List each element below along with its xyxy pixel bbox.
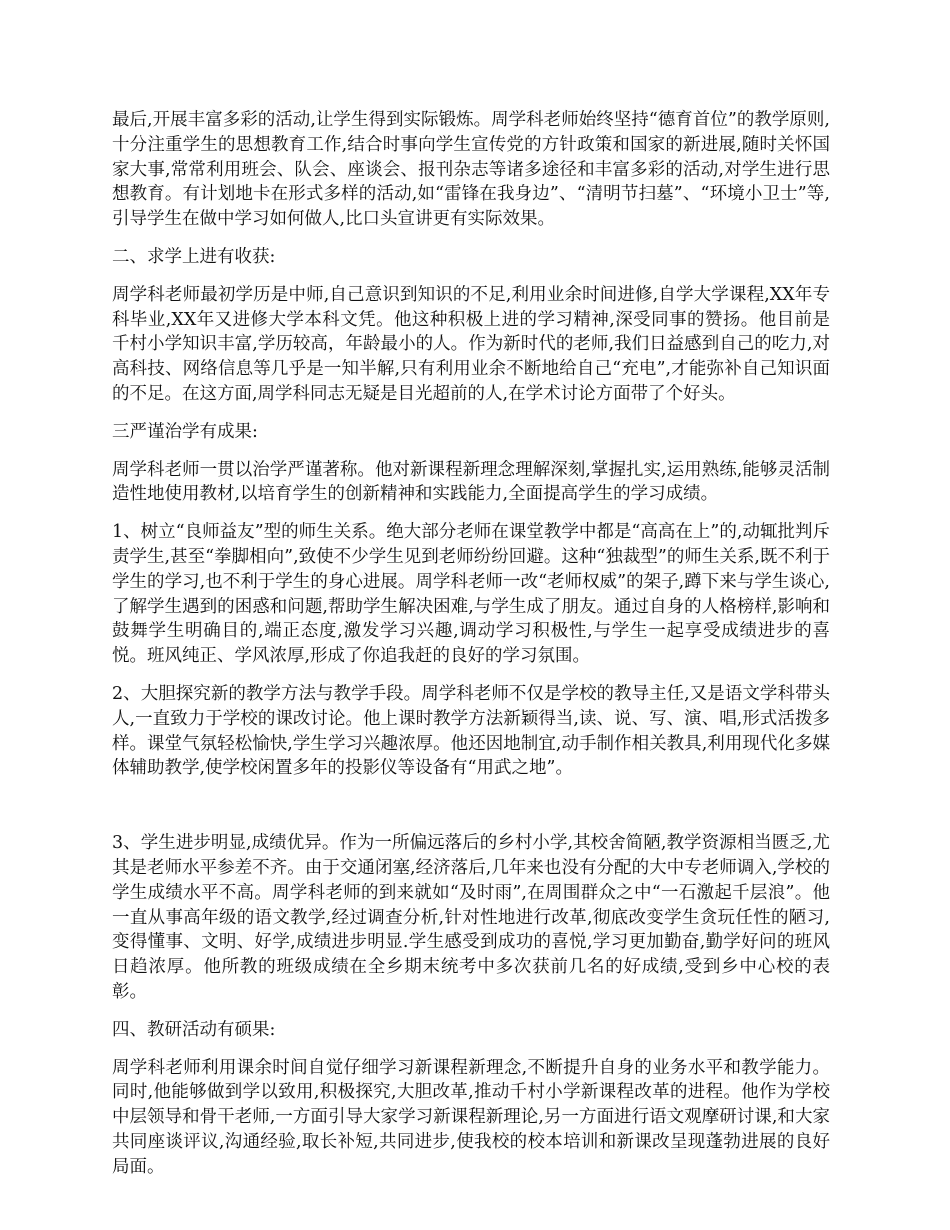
paragraph-moral-education: 最后,开展丰富多彩的活动,让学生得到实际锻炼。周学科老师始终坚持“德育首位”的教学原则,十分注重学生的思想教育工作,结合时事向学生宣传党的方针政策和国家的新进展,随时关怀国家大事,常常利用班会、队会、座谈会、报刊杂志等诸多途径和丰富多彩的活动,对学生进行思想教育。有计划地卡在形式多样的活动,如“雷锋在我身边”、“清明节扫墓”、“环境小卫士”等,引导学生在做中学习如何做人,比口头宣讲更有实际效果。 (112, 110, 830, 230)
section-heading-research: 四、教研活动有硕果: (112, 1019, 276, 1040)
section-heading-rigorous: 三严谨治学有成果: (112, 421, 258, 442)
blank-gap (112, 794, 830, 831)
paragraph-study-progress: 周学科老师最初学历是中师,自己意识到知识的不足,利用业余时间进修,自学大学课程,XX年专科毕业,XX年又进修大学本科文凭。他这种积极上进的学习精神,深受同事的赞扬。他目前是千村小学知识丰富,学历较高，年龄最小的人。作为新时代的老师,我们日益感到自己的吃力,对高科技、网络信息等几乎是一知半解,只有利用业余不断地给自己“充电”,才能弥补自己知识面的不足。在这方面,周学科同志无疑是目光超前的人,在学术讨论方面带了个好头。 (112, 284, 830, 404)
paragraph-rigorous-teaching: 周学科老师一贯以治学严谨著称。他对新课程新理念理解深刻,掌握扎实,运用熟练,能够灵活制造性地使用教材,以培育学生的创新精神和实践能力,全面提高学生的学习成绩。 (112, 459, 830, 505)
paragraph-student-progress: 3、学生进步明显,成绩优异。作为一所偏远落后的乡村小学,其校舍简陋,教学资源相当匮乏,尤其是老师水平参差不齐。由于交通闭塞,经济落后,几年来也没有分配的大中专老师调入,学校的学生成绩水平不高。周学科老师的到来就如“及时雨”,在周围群众之中“一石激起千层浪”。他一直从事高年级的语文教学,经过调查分析,针对性地进行改革,彻底改变学生贪玩任性的陋习,变得懂事、文明、好学,成绩进步明显.学生感受到成功的喜悦,学习更加勤奋,勤学好问的班风日趋浓厚。他所教的班级成绩在全乡期末统考中多次获前几名的好成绩,受到乡中心校的表彰。 (112, 833, 830, 1002)
paragraph-research-activities: 周学科老师利用课余时间自觉仔细学习新课程新理念,不断提升自身的业务水平和教学能力。同时,他能够做到学以致用,积极探究,大胆改革,推动千村小学新课程改革的进程。他作为学校中层领导和骨干老师,一方面引导大家学习新课程新理论,另一方面进行语文观摩研讨课,和大家共同座谈评议,沟通经验,取长补短,共同进步,使我校的校本培训和新课改呈现蓬勃进展的良好局面。 (112, 1057, 830, 1177)
document-page (112, 108, 830, 1192)
paragraph-teaching-methods: 2、大胆探究新的教学方法与教学手段。周学科老师不仅是学校的教导主任,又是语文学科带头人,一直致力于学校的课改讨论。他上课时教学方法新颖得当,读、说、写、演、唱,形式活拨多样。课堂气氛轻松愉快,学生学习兴趣浓厚。他还因地制宜,动手制作相关教具,利用现代化多媒体辅助教学,使学校闲置多年的投影仪等设备有“用武之地”。 (112, 683, 830, 779)
paragraph-teacher-student-relation: 1、树立“良师益友”型的师生关系。绝大部分老师在课堂教学中都是“高高在上”的,动辄批判斥责学生,甚至“拳脚相向”,致使不少学生见到老师纷纷回避。这种“独裁型”的师生关系,既不利于学生的学习,也不利于学生的身心进展。周学科老师一改“老师权威”的架子,蹲下来与学生谈心,了解学生遇到的困惑和问题,帮助学生解决困难,与学生成了朋友。通过自身的人格榜样,影响和鼓舞学生明确目的,端正态度,激发学习兴趣,调动学习积极性,与学生一起享受成绩进步的喜悦。班风纯正、学风浓厚,形成了你追我赶的良好的学习氛围。 (112, 522, 830, 667)
section-heading-study: 二、求学上进有收获: (112, 246, 276, 267)
